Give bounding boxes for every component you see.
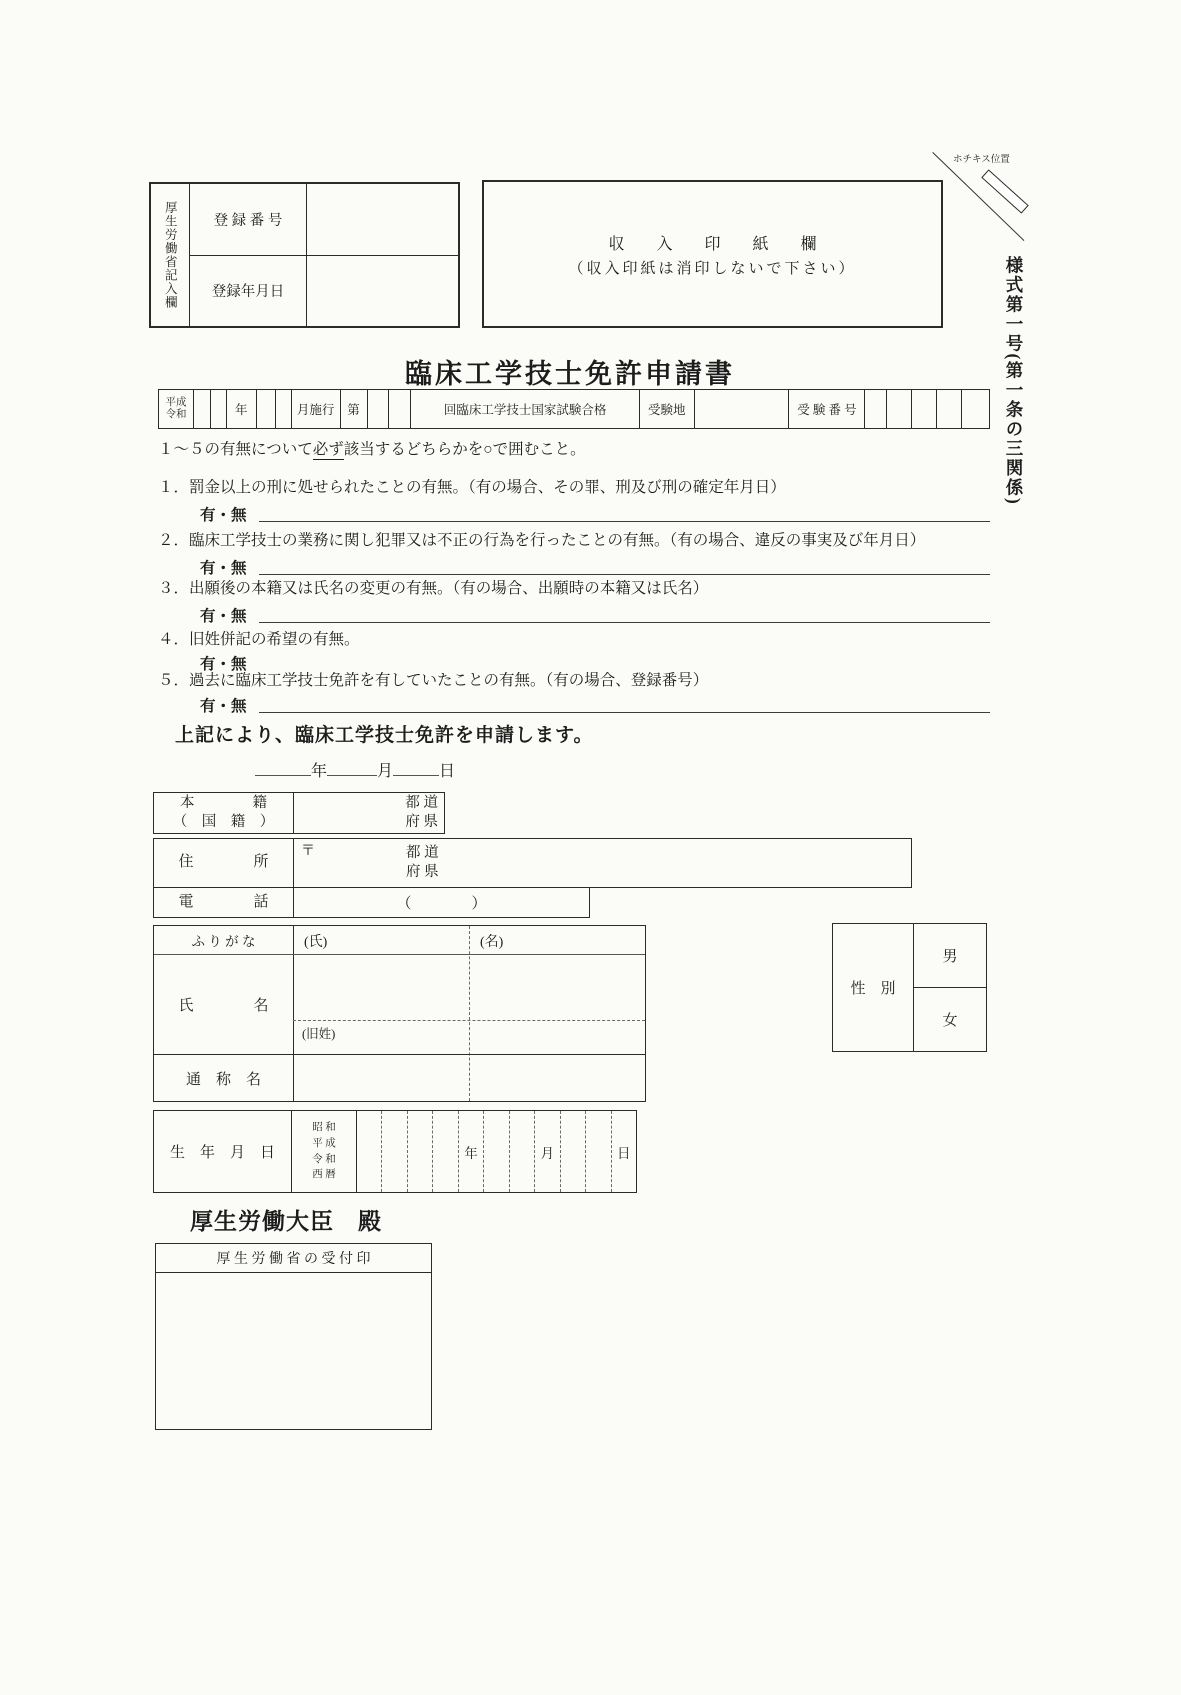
item-2-text: ２．臨床工学技士の業務に関し犯罪又は不正の行為を行ったことの有無。（有の場合、違反の事実及び年月日） <box>158 532 926 549</box>
exam-number-digit-cell[interactable] <box>912 390 937 428</box>
circle-instruction: １〜５の有無について必ず該当するどちらかを○で囲むこと。 <box>158 441 586 458</box>
staple-position-label: ホチキス位置 <box>953 154 1010 165</box>
item-2-yes-no[interactable]: 有・無 <box>200 560 247 577</box>
name-table-divider <box>293 926 294 1101</box>
birth-digit-cell[interactable] <box>561 1111 586 1192</box>
domicile-label: 本 籍 （ 国 籍 ） <box>154 793 294 833</box>
address-label: 住 所 <box>154 839 294 887</box>
exam-dai-label: 第 <box>341 390 368 428</box>
alias-label: 通 称 名 <box>185 1072 261 1088</box>
exam-month-label: 月施行 <box>292 390 341 428</box>
exam-digit-cell[interactable] <box>211 390 227 428</box>
domicile-field[interactable]: 都 道 府 県 <box>405 795 438 830</box>
exam-digit-cell[interactable] <box>257 390 276 428</box>
birth-digit-cell[interactable] <box>408 1111 433 1192</box>
birth-digit-cell[interactable] <box>484 1111 509 1192</box>
birth-digit-cell[interactable] <box>510 1111 535 1192</box>
item-2-detail-line[interactable] <box>259 574 990 575</box>
revenue-stamp-box[interactable] <box>482 180 943 328</box>
date-year-blank[interactable] <box>255 760 311 776</box>
postal-mark: 〒 <box>301 844 315 859</box>
domicile-box <box>153 792 445 834</box>
birth-year-label: 年 <box>459 1111 484 1192</box>
receipt-stamp-header: 厚 生 労 働 省 の 受 付 印 <box>156 1244 431 1273</box>
ministry-entry-side-label: 厚生労働省記入欄 <box>151 184 190 326</box>
alias-field[interactable] <box>295 1055 468 1102</box>
exam-digit-cell[interactable] <box>276 390 292 428</box>
date-day-blank[interactable] <box>393 760 439 776</box>
exam-number-digit-cell[interactable] <box>887 390 912 428</box>
furigana-mei-field[interactable] <box>471 955 646 1019</box>
exam-place-field[interactable] <box>695 390 790 428</box>
form-code-vertical: 様式第一号(第一条の三関係) <box>1004 256 1024 506</box>
ministry-entry-box <box>149 182 460 328</box>
minister-addressee: 厚生労働大臣 殿 <box>190 1209 382 1234</box>
application-statement: 上記により、臨床工学技士免許を申請します。 <box>175 725 594 746</box>
exam-digit-cell[interactable] <box>389 390 411 428</box>
name-label: 氏 名 <box>178 997 269 1014</box>
item-5-detail-line[interactable] <box>259 712 990 713</box>
exam-year-label: 年 <box>227 390 257 428</box>
exam-pass-label: 回臨床工学技士国家試験合格 <box>411 390 639 428</box>
phone-box <box>153 887 590 918</box>
form-title: 臨床工学技士免許申請書 <box>405 359 735 389</box>
birth-era-options[interactable]: 昭 和 平 成 令 和 西 暦 <box>292 1111 357 1192</box>
address-box <box>153 838 912 888</box>
sex-label: 性 別 <box>833 924 914 1051</box>
instruction-emphasis: 必ず <box>312 441 344 458</box>
phone-label: 電 話 <box>154 888 294 917</box>
receipt-stamp-box <box>155 1243 432 1430</box>
exam-era-cell: 平成 令和 <box>159 390 194 428</box>
address-prefecture-label: 都 道 府 県 <box>406 845 439 880</box>
item-4-yes-no[interactable]: 有・無 <box>200 656 247 673</box>
furigana-sei-field[interactable] <box>295 955 468 1019</box>
birth-month-label: 月 <box>535 1111 560 1192</box>
address-field[interactable] <box>294 839 911 887</box>
exam-number-digit-cell[interactable] <box>962 390 989 428</box>
item-5-yes-no[interactable]: 有・無 <box>200 698 247 715</box>
sex-male-option[interactable]: 男 <box>914 924 986 988</box>
item-3-detail-line[interactable] <box>259 622 990 623</box>
birth-digit-cell[interactable] <box>586 1111 611 1192</box>
furigana-label: ふ り が な <box>191 934 256 949</box>
exam-number-label: 受 験 番 号 <box>789 390 865 428</box>
application-date-line: 年 月 日 <box>255 758 455 781</box>
registration-date-label: 登録年月日 <box>190 256 307 327</box>
birth-digit-cell[interactable] <box>357 1111 382 1192</box>
item-3-yes-no[interactable]: 有・無 <box>200 608 247 625</box>
birth-day-label: 日 <box>617 1145 631 1161</box>
maiden-row-divider <box>293 1020 645 1021</box>
sex-box <box>832 923 987 1052</box>
receipt-stamp-area[interactable] <box>156 1273 431 1429</box>
birth-digit-cell[interactable] <box>382 1111 407 1192</box>
exam-digit-cell[interactable] <box>368 390 390 428</box>
maiden-name-label: (旧姓) <box>302 1027 336 1041</box>
registration-number-label: 登 録 番 号 <box>190 184 307 255</box>
exam-number-digit-cell[interactable] <box>937 390 962 428</box>
name-table <box>153 925 646 1102</box>
item-3-text: ３．出願後の本籍又は氏名の変更の有無。（有の場合、出願時の本籍又は氏名） <box>158 580 709 597</box>
phone-field[interactable]: （ ） <box>396 896 487 912</box>
exam-pass-table <box>158 389 990 429</box>
birth-digit-cell[interactable] <box>433 1111 458 1192</box>
registration-date-field[interactable] <box>307 256 458 327</box>
item-4-text: ４．旧姓併記の希望の有無。 <box>158 631 360 648</box>
item-1-detail-line[interactable] <box>259 521 990 522</box>
sex-female-option[interactable]: 女 <box>942 1013 958 1029</box>
revenue-stamp-title: 収 入 印 紙 欄 <box>608 235 817 253</box>
date-month-blank[interactable] <box>327 760 377 776</box>
givenname-header: (名) <box>480 935 504 950</box>
birthdate-label: 生 年 月 日 <box>154 1111 292 1192</box>
birthdate-table <box>153 1110 637 1193</box>
revenue-stamp-note: （収入印紙は消印しないで下さい） <box>568 260 857 277</box>
name-column-divider <box>469 926 470 1101</box>
maiden-name-field[interactable] <box>384 1022 468 1052</box>
item-5-text: ５．過去に臨床工学技士免許を有していたことの有無。（有の場合、登録番号） <box>158 672 709 689</box>
exam-place-label: 受験地 <box>640 390 695 428</box>
registration-number-field[interactable] <box>307 184 458 255</box>
exam-number-digit-cell[interactable] <box>865 390 887 428</box>
item-1-text: １．罰金以上の刑に処せられたことの有無。（有の場合、その罪、刑及び刑の確定年月日） <box>158 479 786 496</box>
exam-digit-cell[interactable] <box>194 390 211 428</box>
surname-header: (氏) <box>304 935 328 950</box>
item-1-yes-no[interactable]: 有・無 <box>200 507 247 524</box>
